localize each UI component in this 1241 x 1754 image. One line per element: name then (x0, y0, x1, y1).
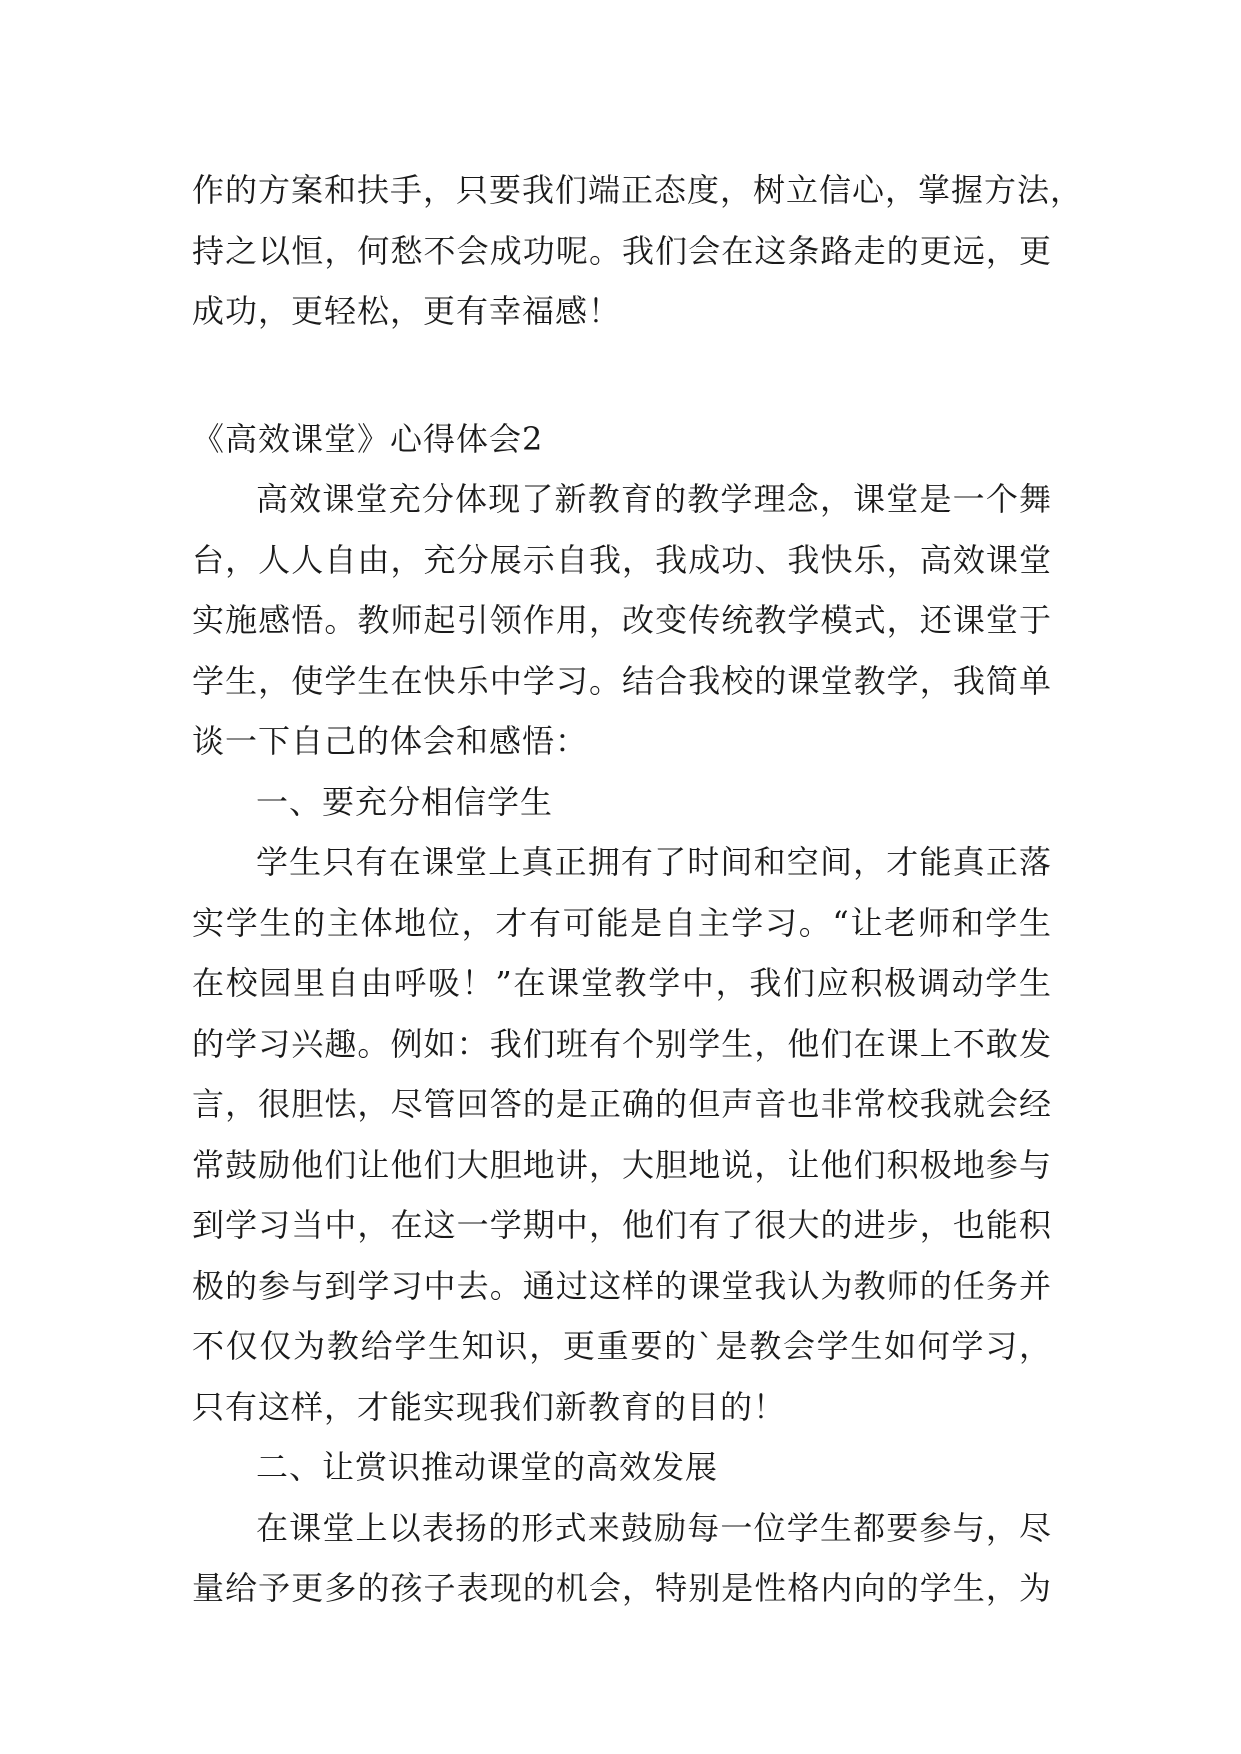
text-line: 到学习当中，在这一学期中，他们有了很大的进步，也能积 (192, 1206, 1052, 1244)
text-line: 学生，使学生在快乐中学习。结合我校的课堂教学，我简单 (192, 661, 1052, 700)
section-title: 《高效课堂》心得体会2 (192, 419, 544, 458)
text-line: 不仅仅为教给学生知识，更重要的`是教会学生如何学习， (192, 1327, 1052, 1365)
paragraph-1 (192, 469, 1052, 772)
text-line: 作的方案和扶手，只要我们端正态度，树立信心，掌握方法， (192, 171, 1084, 209)
intro-paragraph (192, 160, 1084, 342)
paragraph-2 (192, 832, 1052, 1437)
text-line: 实施感悟。教师起引领作用，改变传统教学模式，还课堂于 (192, 601, 1052, 639)
text-line: 成功，更轻松，更有幸福感！ (192, 292, 622, 330)
text-line: 实学生的主体地位，才有可能是自主学习。“让老师和学生 (192, 903, 1052, 942)
text-line: 高效课堂充分体现了新教育的教学理念，课堂是一个舞 (256, 480, 1052, 518)
paragraph-3 (192, 1498, 1052, 1619)
text-line: 在校园里自由呼吸！”在课堂教学中，我们应积极调动学生 (192, 964, 1052, 1002)
text-line: 极的参与到学习中去。通过这样的课堂我认为教师的任务并 (192, 1266, 1052, 1305)
document-page (192, 160, 1084, 1619)
text-line: 持之以恒，何愁不会成功呢。我们会在这条路走的更远，更 (192, 231, 1052, 270)
text-line: 只有这样，才能实现我们新教育的目的！ (192, 1387, 787, 1426)
text-line: 言，很胆怯，尽管回答的是正确的但声音也非常校我就会经 (192, 1085, 1052, 1123)
text-line: 谈一下自己的体会和感悟： (192, 722, 589, 760)
text-line: 台，人人自由，充分展示自我，我成功、我快乐，高效课堂 (192, 540, 1052, 579)
text-line: 学生只有在课堂上真正拥有了时间和空间，才能真正落 (256, 843, 1052, 881)
text-line: 量给予更多的孩子表现的机会，特别是性格内向的学生，为 (192, 1569, 1052, 1607)
text-line: 的学习兴趣。例如：我们班有个别学生，他们在课上不敢发 (192, 1024, 1052, 1063)
heading-2: 二、让赏识推动课堂的高效发展 (256, 1448, 719, 1486)
heading-1: 一、要充分相信学生 (256, 782, 554, 821)
section-gap (192, 342, 1052, 409)
text-line: 在课堂上以表扬的形式来鼓励每一位学生都要参与，尽 (256, 1508, 1052, 1547)
text-line: 常鼓励他们让他们大胆地讲，大胆地说，让他们积极地参与 (192, 1145, 1052, 1184)
